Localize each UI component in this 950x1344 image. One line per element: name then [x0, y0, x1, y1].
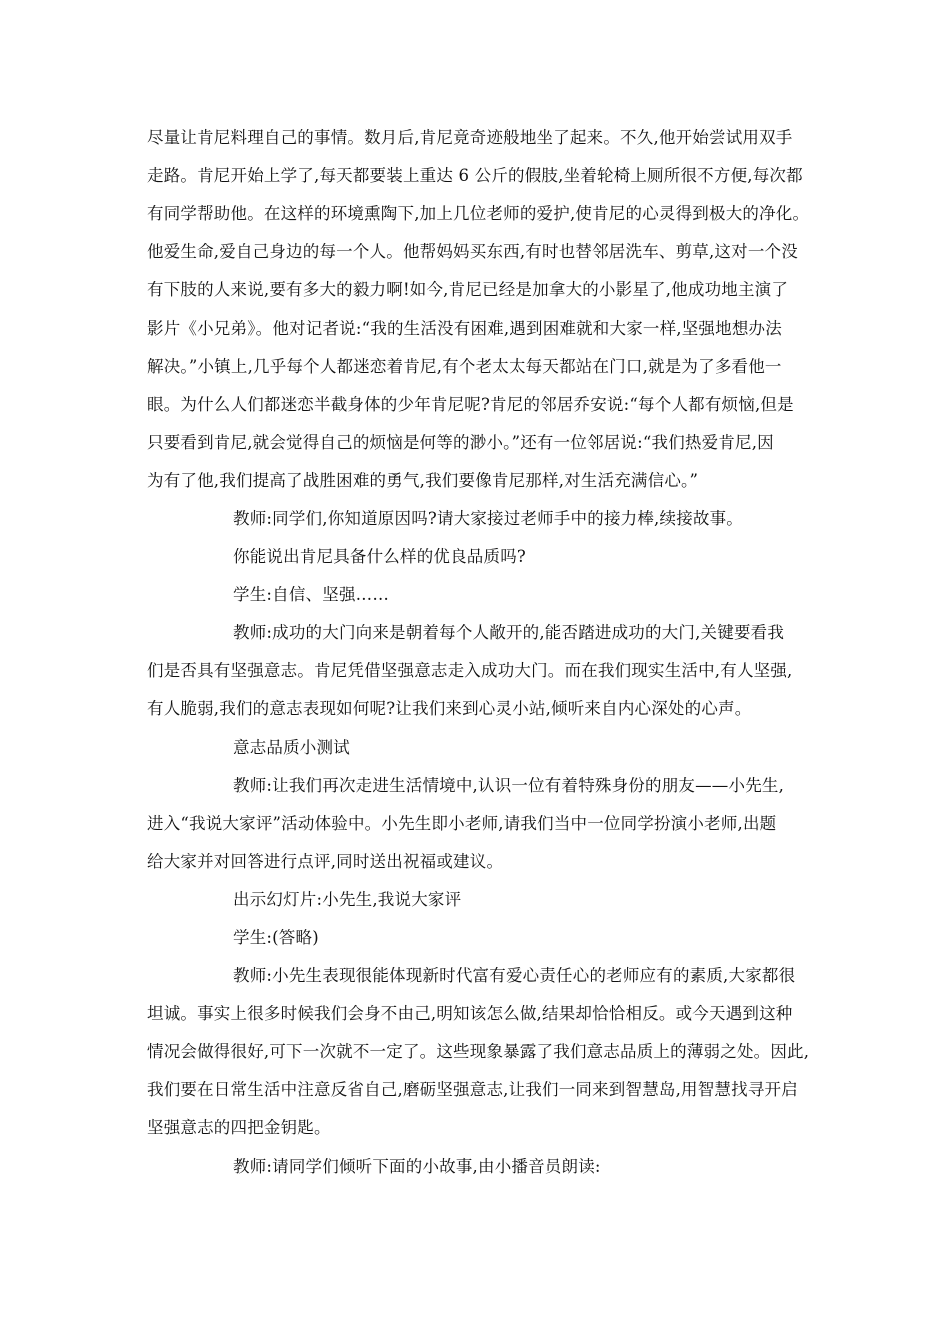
- student-line: 学生:(答略): [233, 928, 319, 947]
- student-line: 学生:自信、坚强……: [233, 585, 390, 604]
- question-line: 你能说出肯尼具备什么样的优良品质吗?: [233, 547, 526, 566]
- slide-line: 出示幻灯片:小先生,我说大家评: [233, 890, 462, 909]
- teacher-line: 教师:同学们,你知道原因吗?请大家接过老师手中的接力棒,续接故事。: [233, 509, 743, 528]
- body-text-line: 情况会做得很好,可下一次就不一定了。这些现象暴露了我们意志品质上的薄弱之处。因此,: [147, 1042, 810, 1061]
- body-text-line: 给大家并对回答进行点评,同时送出祝福或建议。: [147, 852, 504, 871]
- teacher-line: 教师:成功的大门向来是朝着每个人敞开的,能否踏进成功的大门,关键要看我: [233, 623, 785, 642]
- section-heading: 意志品质小测试: [233, 738, 350, 757]
- body-text-line: 走路。肯尼开始上学了,每天都要装上重达 6 公斤的假肢,坐着轮椅上厕所很不方便,每次都: [147, 166, 803, 185]
- body-text-line: 眼。为什么人们都迷恋半截身体的少年肯尼呢?肯尼的邻居乔安说:“每个人都有烦恼,但是: [147, 395, 794, 414]
- body-text-line: 进入“我说大家评”活动体验中。小先生即小老师,请我们当中一位同学扮演小老师,出题: [147, 814, 777, 833]
- body-text-line: 解决。”小镇上,几乎每个人都迷恋着肯尼,有个老太太每天都站在门口,就是为了多看他一: [147, 357, 782, 376]
- body-text-line: 们是否具有坚强意志。肯尼凭借坚强意志走入成功大门。而在我们现实生活中,有人坚强,: [147, 661, 793, 680]
- body-text-line: 有下肢的人来说,要有多大的毅力啊!如今,肯尼已经是加拿大的小影星了,他成功地主演了: [147, 280, 789, 299]
- body-text-line: 坦诚。事实上很多时候我们会身不由己,明知该怎么做,结果却恰恰相反。或今天遇到这种: [147, 1004, 793, 1023]
- body-text-line: 尽量让肯尼料理自己的事情。数月后,肯尼竟奇迹般地坐了起来。不久,他开始尝试用双手: [147, 128, 793, 147]
- body-text-line: 我们要在日常生活中注意反省自己,磨砺坚强意志,让我们一同来到智慧岛,用智慧找寻开启: [147, 1080, 798, 1099]
- body-text-line: 为有了他,我们提高了战胜困难的勇气,我们要像肯尼那样,对生活充满信心。”: [147, 471, 699, 490]
- teacher-line: 教师:让我们再次走进生活情境中,认识一位有着特殊身份的朋友——小先生,: [233, 776, 785, 795]
- body-text-line: 有人脆弱,我们的意志表现如何呢?让我们来到心灵小站,倾听来自内心深处的心声。: [147, 699, 752, 718]
- teacher-line: 教师:请同学们倾听下面的小故事,由小播音员朗读:: [233, 1157, 601, 1176]
- teacher-line: 教师:小先生表现很能体现新时代富有爱心责任心的老师应有的素质,大家都很: [233, 966, 796, 985]
- body-text-line: 只要看到肯尼,就会觉得自己的烦恼是何等的渺小。”还有一位邻居说:“我们热爱肯尼,因: [147, 433, 774, 452]
- body-text-line: 坚强意志的四把金钥匙。: [147, 1118, 331, 1137]
- body-text-line: 有同学帮助他。在这样的环境熏陶下,加上几位老师的爱护,使肯尼的心灵得到极大的净化。: [147, 204, 810, 223]
- body-text-line: 他爱生命,爱自己身边的每一个人。他帮妈妈买东西,有时也替邻居洗车、剪草,这对一个没: [147, 242, 798, 261]
- body-text-line: 影片《小兄弟》。他对记者说:“我的生活没有困难,遇到困难就和大家一样,坚强地想办法: [147, 319, 782, 338]
